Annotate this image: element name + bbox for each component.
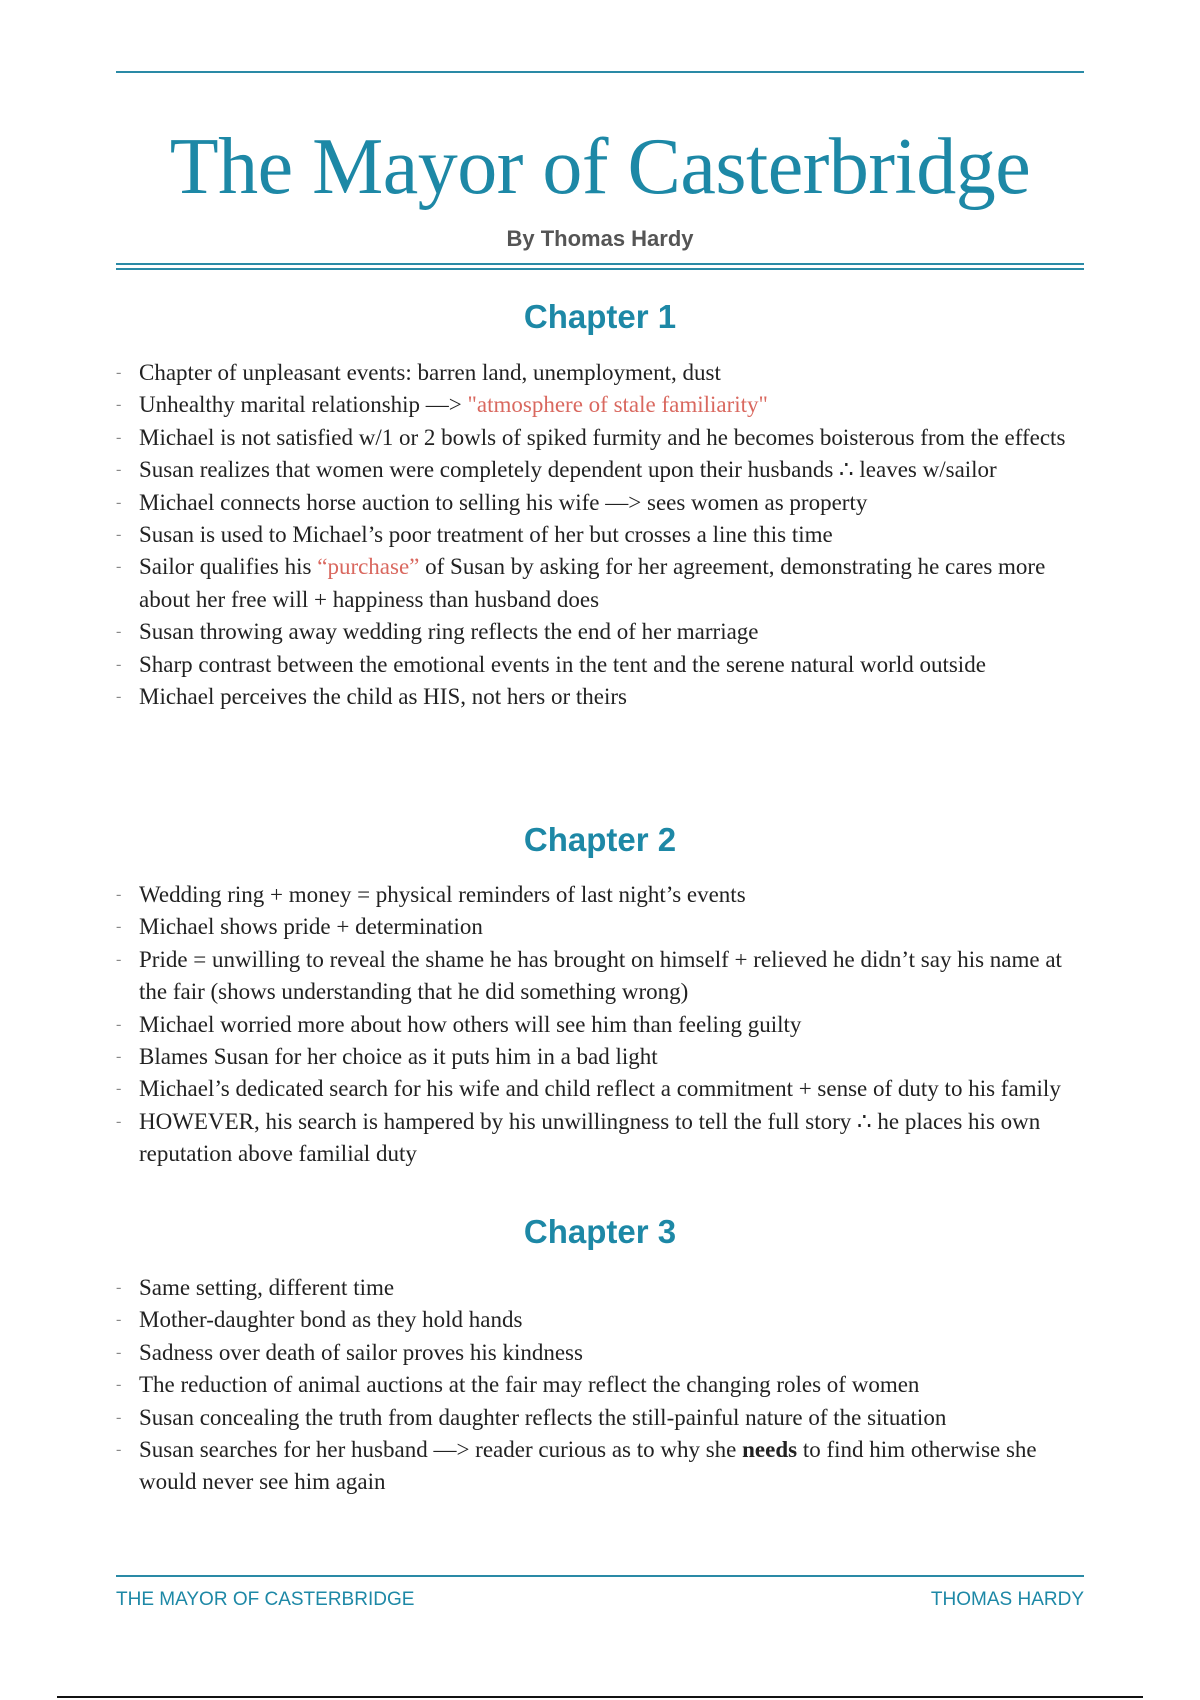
bullet-item [116, 1073, 1084, 1105]
bullet-text: HOWEVER, his search is hampered by his unwillingness to tell the full story ∴ he places his own reputation above familial duty [139, 1108, 1041, 1167]
bullet-dash: - [116, 364, 122, 381]
bullet-item [116, 1434, 1084, 1499]
chapter-3-bullets [116, 1272, 1084, 1499]
bullet-dash: - [116, 1015, 122, 1033]
bullet-dash: - [116, 1408, 122, 1426]
bullet-text: Michael is not satisfied w/1 or 2 bowls of spiked furmity and he becomes boisterous from the effects [139, 424, 1066, 450]
footer-rule [116, 1575, 1084, 1577]
bullet-item [116, 1337, 1084, 1369]
bullet-dash: - [116, 526, 122, 544]
bullet-item [116, 944, 1084, 1009]
bullet-text: Same setting, different time [139, 1275, 395, 1300]
bullet-item [116, 879, 1084, 911]
bullet-dash: - [116, 1112, 122, 1130]
bullet-item [116, 357, 1084, 389]
bullet-text: of Susan by asking for her agreement, demonstrating he cares more about her free will + happiness than husband does [139, 554, 1046, 612]
bullet-dash: - [116, 655, 122, 673]
document-title: The Mayor of Casterbridge [169, 123, 1031, 211]
bullet-item [116, 422, 1084, 454]
bullet-dash: - [116, 1441, 122, 1459]
chapter-2-heading: Chapter 2 [523, 821, 677, 858]
bullet-text: Michael’s dedicated search for his wife and child reflect a commitment + sense of duty to his family [139, 1076, 1061, 1102]
bullet-text: Pride = unwilling to reveal the shame he has brought on himself + relieved he didn’t say his name at the fair (shows understanding that he did something wrong) [139, 946, 1062, 1005]
bullet-item [116, 487, 1084, 519]
bullet-dash: - [116, 886, 122, 903]
bullet-dash: - [116, 918, 122, 936]
bullet-item [116, 1402, 1084, 1434]
bullet-item [116, 454, 1084, 486]
bullet-text: Sadness over death of sailor proves his kindness [139, 1339, 583, 1365]
bullet-dash: - [116, 461, 122, 479]
emphasized-word: needs [742, 1437, 798, 1463]
bullet-text: Blames Susan for her choice as it puts him in a bad light [139, 1044, 658, 1070]
bullet-dash: - [116, 558, 122, 576]
bullet-item [116, 1304, 1084, 1336]
footer-author: THOMAS HARDY [930, 1589, 1084, 1610]
chapter-1-section [116, 297, 1084, 713]
chapter-1-bullets [116, 357, 1084, 713]
bullet-dash: - [116, 688, 122, 706]
bullet-item [116, 681, 1084, 713]
bullet-item [116, 519, 1084, 551]
bullet-text: Unhealthy marital relationship —> [139, 392, 468, 418]
bullet-text: Sailor qualifies his [139, 554, 318, 580]
bullet-dash: - [116, 428, 122, 446]
bullet-text: Chapter of unpleasant events: barren land, unemployment, dust [139, 360, 721, 385]
bullet-item [116, 551, 1084, 616]
bullet-dash: - [116, 493, 122, 511]
chapter-1-heading: Chapter 1 [523, 298, 677, 335]
bullet-item [116, 616, 1084, 648]
bullet-item [116, 389, 1084, 421]
bullet-text: Sharp contrast between the emotional events in the tent and the serene natural world outside [139, 651, 986, 677]
bullet-text: Susan is used to Michael’s poor treatment of her but crosses a line this time [139, 522, 833, 548]
bullet-dash: - [116, 623, 122, 641]
bullet-item [116, 1009, 1084, 1041]
highlighted-quote: "atmosphere of stale familiarity" [467, 392, 768, 418]
bullet-item [116, 1106, 1084, 1171]
bullet-text: Wedding ring + money = physical reminders of last night’s events [139, 882, 746, 907]
chapter-2-section [116, 820, 1084, 1171]
chapter-2-bullets [116, 879, 1084, 1171]
bullet-item [116, 1272, 1084, 1304]
page-bottom-edge [57, 1696, 1143, 1698]
bullet-text: Michael perceives the child as HIS, not hers or theirs [139, 684, 627, 710]
bullet-dash: - [116, 396, 122, 414]
chapter-3-heading: Chapter 3 [523, 1213, 677, 1250]
bullet-text: Mother-daughter bond as they hold hands [139, 1307, 523, 1333]
bullet-dash: - [116, 1048, 122, 1066]
bullet-dash: - [116, 950, 122, 968]
bullet-text: Michael worried more about how others will see him than feeling guilty [139, 1011, 802, 1037]
bullet-item [116, 1369, 1084, 1401]
author-byline: By Thomas Hardy [506, 226, 694, 251]
bullet-text: Susan searches for her husband —> reader curious as to why she [139, 1437, 743, 1463]
highlighted-quote: “purchase” [317, 554, 420, 580]
footer-title: THE MAYOR OF CASTERBRIDGE [116, 1589, 415, 1610]
bullet-item [116, 1041, 1084, 1073]
bullet-dash: - [116, 1080, 122, 1098]
chapter-3-section [116, 1212, 1084, 1499]
bullet-text: Susan throwing away wedding ring reflects the end of her marriage [139, 619, 759, 645]
bullet-dash: - [116, 1376, 122, 1394]
bullet-dash: - [116, 1279, 122, 1296]
bullet-text: Michael shows pride + determination [139, 914, 483, 940]
bullet-text: Michael connects horse auction to selling his wife —> sees women as property [139, 489, 868, 515]
bullet-text: Susan realizes that women were completely dependent upon their husbands ∴ leaves w/sailor [139, 457, 997, 483]
bullet-item [116, 649, 1084, 681]
document-page [116, 0, 1084, 1700]
bullet-item [116, 911, 1084, 943]
bullet-text: to find him otherwise she would never see him again [139, 1437, 1037, 1495]
bullet-text: The reduction of animal auctions at the fair may reflect the changing roles of women [139, 1372, 920, 1398]
header-rule [116, 71, 1084, 73]
bullet-dash: - [116, 1343, 122, 1361]
title-double-rule [116, 263, 1084, 270]
bullet-dash: - [116, 1311, 122, 1329]
bullet-text: Susan concealing the truth from daughter reflects the still-painful nature of the situation [139, 1404, 947, 1430]
